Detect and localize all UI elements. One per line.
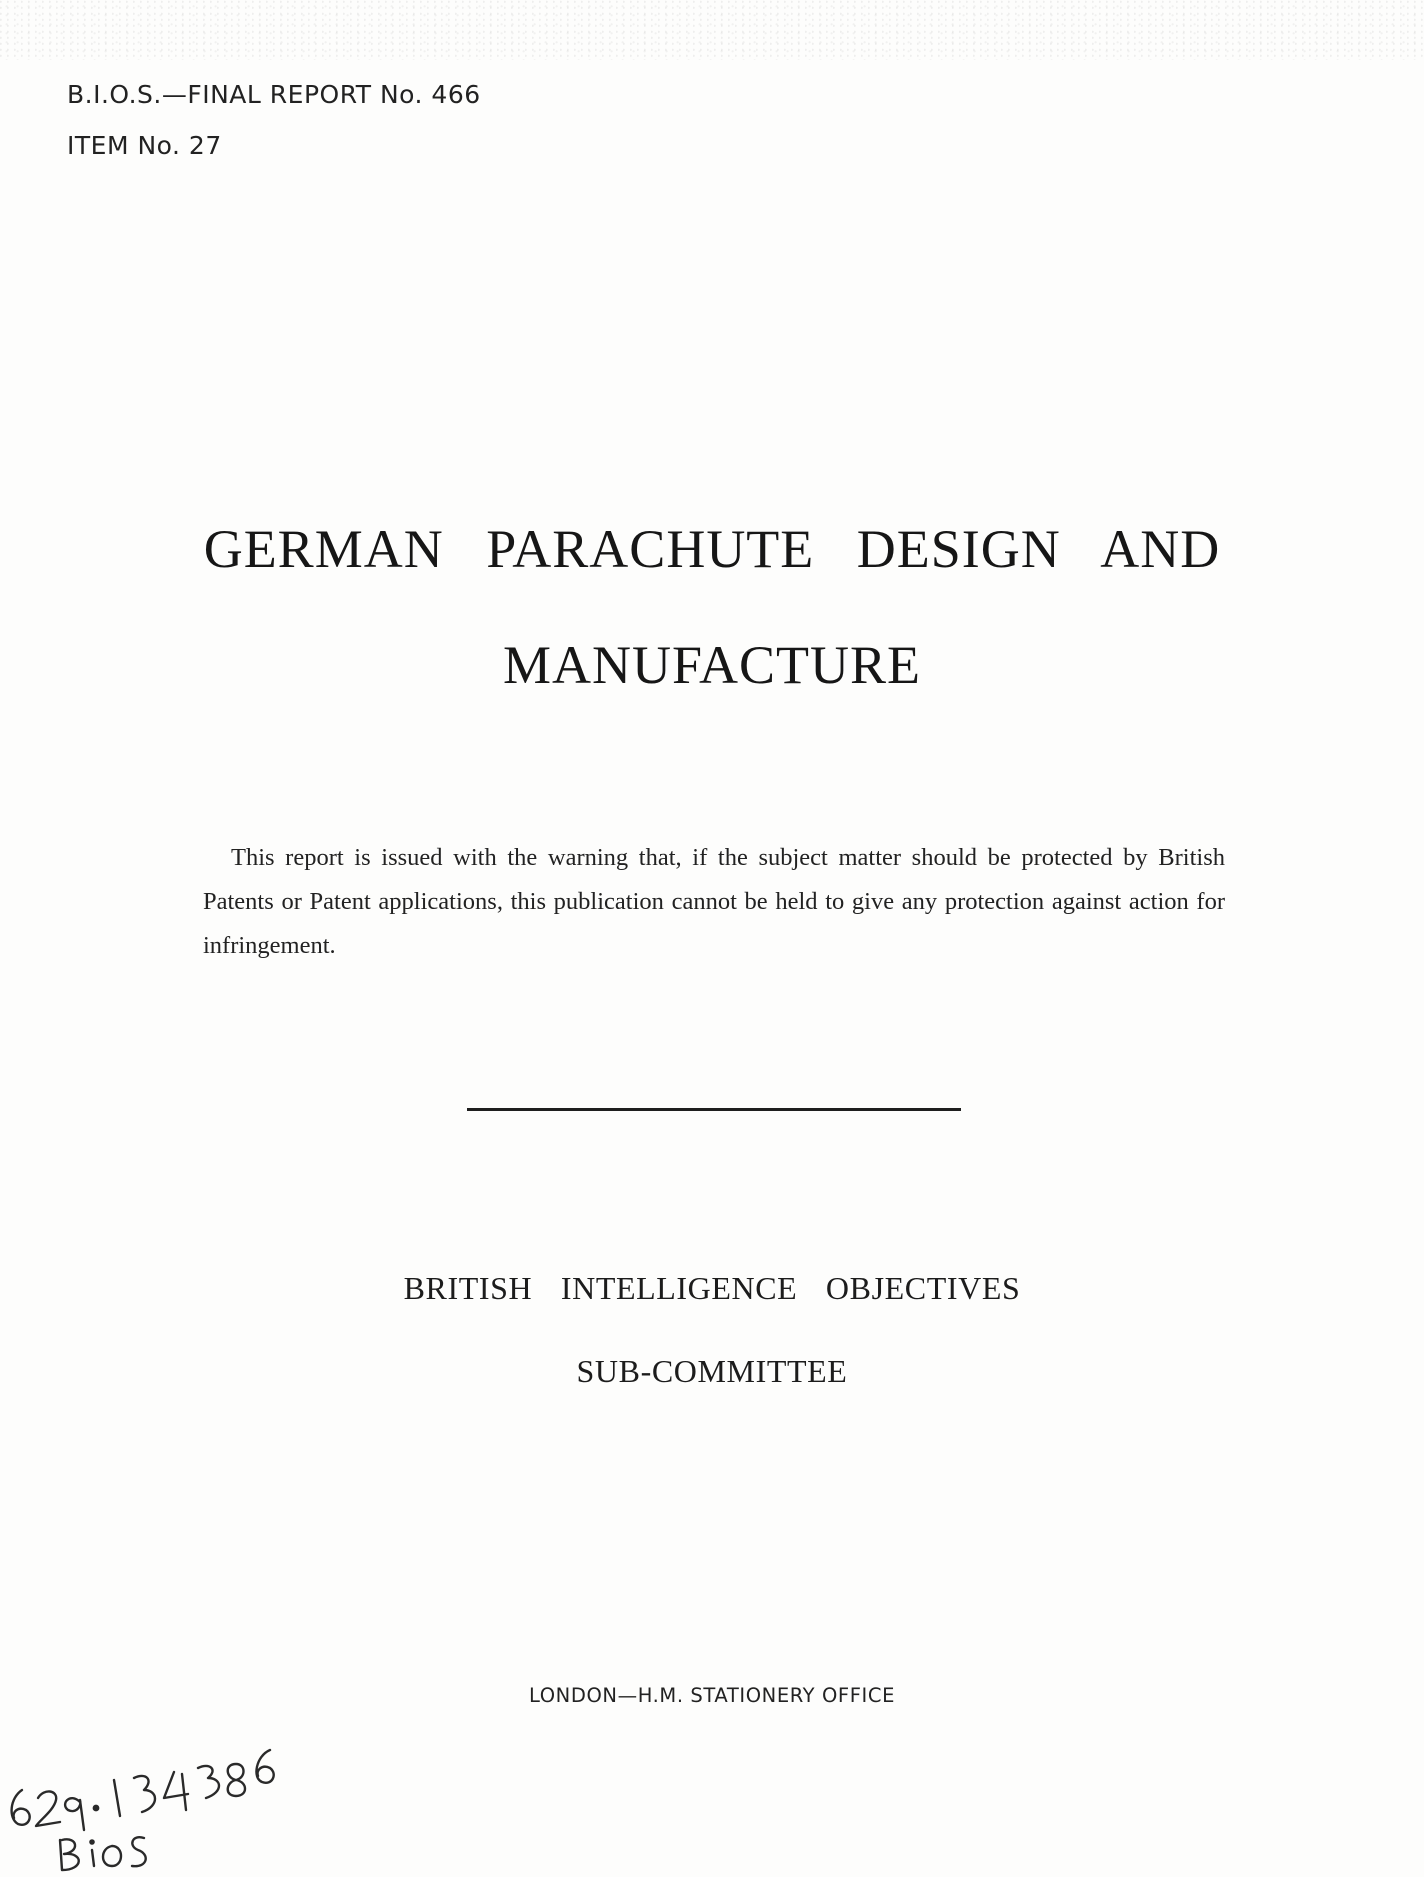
item-number: ITEM No. 27: [67, 131, 222, 160]
scan-speckle-band: [0, 0, 1424, 60]
patent-warning-paragraph: This report is issued with the warning that, if the subject matter should be protected by British Patents or Patent applications, this publication cannot be held to give any protection against action for infringement.: [203, 844, 1225, 959]
report-number: B.I.O.S.—FINAL REPORT No. 466: [67, 80, 481, 109]
horizontal-divider: [467, 1108, 961, 1111]
committee-line-2: SUB-COMMITTEE: [576, 1353, 848, 1389]
title-line-2: MANUFACTURE: [502, 635, 922, 695]
committee-line-1: BRITISH INTELLIGENCE OBJECTIVES: [403, 1270, 1021, 1306]
title-line-1: GERMAN PARACHUTE DESIGN AND: [203, 519, 1221, 579]
handwritten-classification-mark: [0, 1720, 300, 1877]
publisher-line: LONDON—H.M. STATIONERY OFFICE: [528, 1684, 896, 1707]
